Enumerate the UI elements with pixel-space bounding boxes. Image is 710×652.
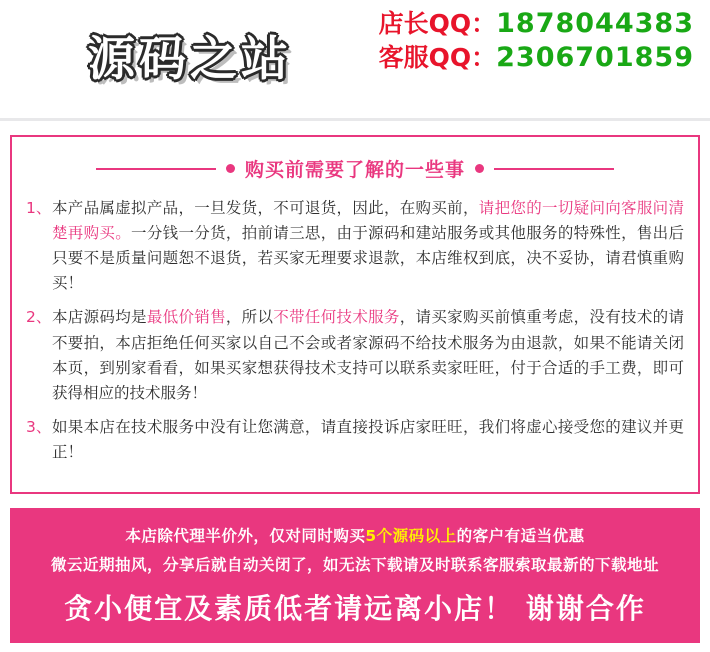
notice-item-body: 本产品属虚拟产品，一旦发货，不可退货，因此，在购买前，请把您的一切疑问向客服问清楚再购买。一分钱一分货，拍前请三思，由于源码和建站服务或其他服务的特殊性，售出后只要不是质量问题恕不退货，若买家无理要求退款，本店维权到底，决不妥协，请君慎重购买！	[52, 199, 684, 293]
list-item	[26, 415, 684, 465]
notice-dot-right	[475, 164, 484, 173]
notice-title-row	[26, 155, 684, 182]
contact-row-support	[379, 44, 694, 72]
promo-warning-line: 贪小便宜及素质低者请远离小店！ 谢谢合作	[64, 592, 646, 626]
list-item	[26, 305, 684, 405]
notice-item-number: 1、	[26, 199, 52, 217]
notice-item-list	[26, 196, 684, 465]
notice-item-number: 3、	[26, 417, 52, 436]
notice-rule-left	[96, 168, 216, 170]
promo-line-1: 本店除代理半价外，仅对同时购买5个源码以上的客户有适当优惠	[125, 527, 585, 546]
notice-item-number: 2、	[26, 308, 52, 327]
notice-title: 购买前需要了解的一些事	[244, 159, 465, 181]
promo-line-2: 微云近期抽风，分享后就自动关闭了，如无法下载请及时联系客服索取最新的下载地址	[50, 555, 659, 574]
contact-block	[379, 10, 694, 79]
header-banner	[0, 0, 710, 121]
owner-qq-label: 店长QQ：	[378, 9, 497, 38]
owner-qq-number: 1878044383	[496, 8, 694, 39]
notice-item-body: 如果本店在技术服务中没有让您满意，请直接投诉店家旺旺，我们将虚心接受您的建议并更正！	[52, 417, 684, 461]
list-item	[26, 196, 684, 296]
site-logo: 源码之站	[88, 32, 292, 87]
notice-box	[10, 135, 700, 494]
notice-item-body: 本店源码均是最低价销售，所以不带任何技术服务，请买家购买前慎重考虑，没有技术的请不要拍，本店拒绝任何买家以自己不会或者家源码不给技术服务为由退款，如果不能请关闭本页，到别家看看，如果买家想获得技术支持可以联系卖家旺旺，付于合适的手工费，即可获得相应的技术服务！	[52, 308, 684, 402]
notice-rule-right	[494, 168, 614, 170]
notice-dot-left	[226, 164, 235, 173]
support-qq-number: 2306701859	[496, 42, 694, 74]
promo-banner	[10, 508, 700, 643]
support-qq-label: 客服QQ：	[378, 43, 497, 73]
contact-row-owner	[379, 10, 694, 38]
